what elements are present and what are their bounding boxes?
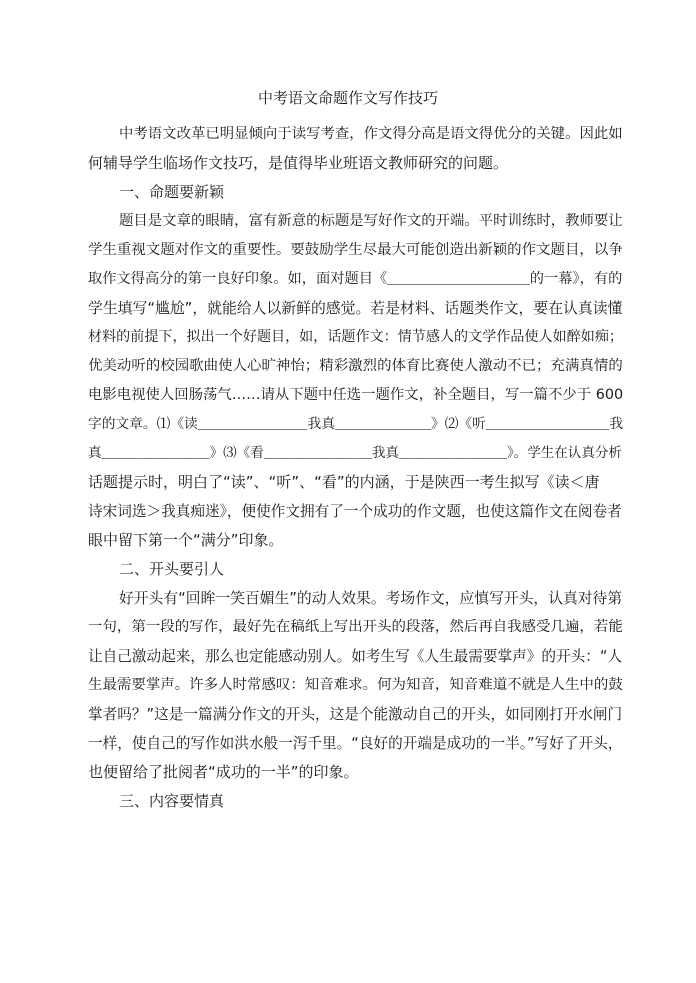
document-title: 中考语文命题作文写作技巧 xyxy=(257,89,438,107)
paragraph-line: 学生重视文题对作文的重要性。要鼓励学生尽最大可能创造出新颖的作文题目，以争 xyxy=(88,242,623,258)
paragraph-line: 生最需要掌声。许多人时常感叹：知音难求。何为知音，知音难道不就是人生中的鼓 xyxy=(88,677,623,693)
paragraph-line: 诗宋词选＞我真痴迷》，便使作文拥有了一个成功的作文题，也使这篇作文在阅卷者 xyxy=(88,503,622,520)
paragraph-line: 字的文章。⑴《读＿＿＿＿＿＿＿＿我真＿＿＿＿＿＿＿》⑵《听＿＿＿＿＿＿＿＿＿我 xyxy=(88,416,624,432)
paragraph-line: 也便留给了批阅者“成功的一半”的印象。 xyxy=(88,763,359,781)
paragraph-line: 中考语文改革已明显倾向于读写考查，作文得分高是语文得优分的关键。因此如 xyxy=(119,126,623,142)
paragraph-line: 让自己激动起来，那么也定能感动别人。如考生写《人生最需要掌声》的开头：“人 xyxy=(88,648,623,665)
paragraph-line: 一句，第一段的写作，最好先在稿纸上写出开头的段落，然后再自我感受几遍，若能 xyxy=(88,619,623,635)
section-heading: 三、内容要情真 xyxy=(119,792,225,810)
paragraph-line: 材料的前提下，拟出一个好题目，如，话题作文：情节感人的文学作品使人如醉如痴； xyxy=(88,329,623,345)
paragraph-line: 电影电视使人回肠荡气……请从下题中任选一题作文，补全题目，写一篇不少于 600 xyxy=(88,387,624,403)
paragraph-line: 优美动听的校园歌曲使人心旷神怡；精彩激烈的体育比赛使人激动不已；充满真情的 xyxy=(88,358,623,374)
paragraph-line: 学生填写“尴尬”，就能给人以新鲜的感觉。若是材料、话题类作文，要在认真读懂 xyxy=(88,300,623,317)
paragraph-line: 话题提示时，明白了“读”、“听”、“看”的内涵，于是陕西一考生拟写《读＜唐 xyxy=(88,473,600,491)
section-heading: 二、开头要引人 xyxy=(119,560,225,578)
paragraph-line: 好开头有“回眸一笑百媚生”的动人效果。考场作文，应慎写开头，认真对待第 xyxy=(119,590,623,607)
paragraph-line: 一样，使自己的写作如洪水般一泻千里。“良好的开端是成功的一半。”写好了开头， xyxy=(88,735,623,752)
paragraph-line: 真＿＿＿＿＿＿＿＿》⑶《看＿＿＿＿＿＿＿＿我真＿＿＿＿＿＿＿＿》。学生在认真分析 xyxy=(88,445,622,461)
paragraph-line: 题目是文章的眼睛，富有新意的标题是写好作文的开端。平时训练时，教师要让 xyxy=(119,213,623,229)
document-body xyxy=(88,120,623,816)
section-heading: 一、命题要新颖 xyxy=(119,183,225,201)
paragraph-line: 取作文得高分的第一良好印象。如，面对题目《＿＿＿＿＿＿＿＿＿＿的一幕》，有的 xyxy=(88,271,623,287)
paragraph-line: 眼中留下第一个“满分”印象。 xyxy=(88,531,284,549)
paragraph-line: 何辅导学生临场作文技巧，是值得毕业班语文教师研究的问题。 xyxy=(88,154,509,172)
paragraph-line: 掌者吗？”这是一篇满分作文的开头，这是个能激动自己的开头，如同刚打开水闸门 xyxy=(88,706,623,723)
